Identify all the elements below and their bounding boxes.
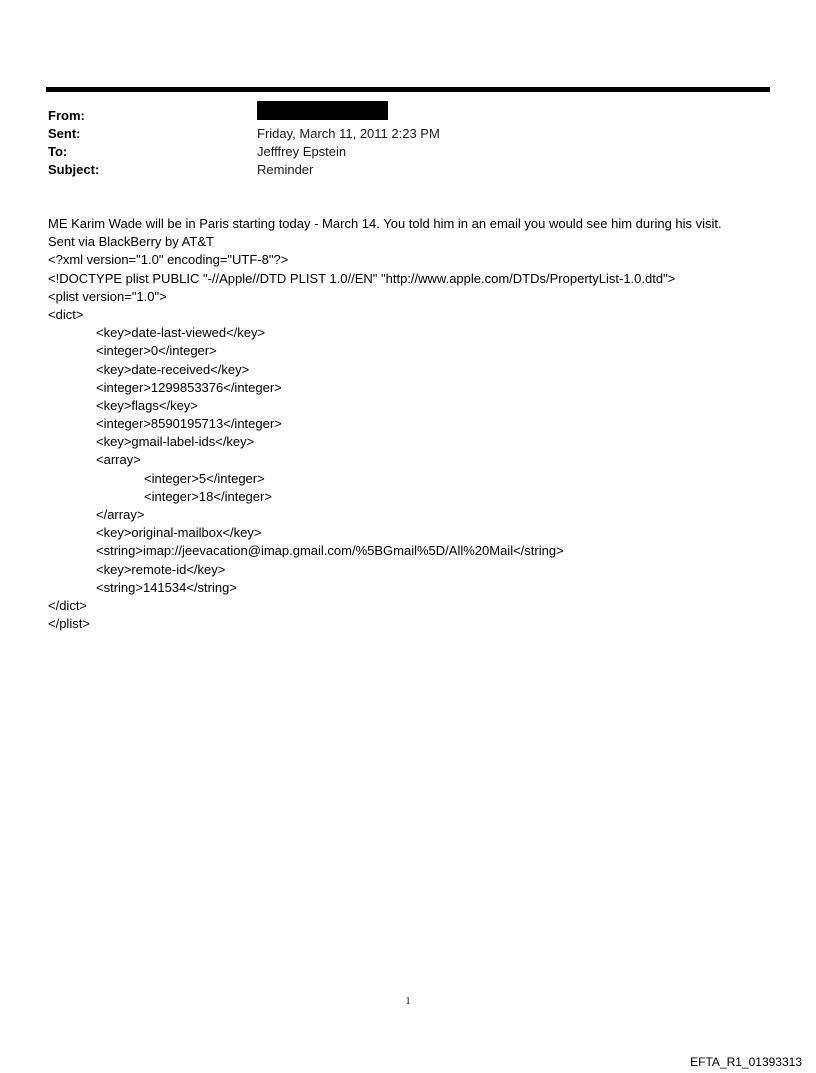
sent-row [48,125,440,143]
page-number: 1 [405,996,411,1007]
email-header [48,107,440,179]
plist-line: <integer>5</integer> [144,470,265,486]
xml-declaration-line: <?xml version="1.0" encoding="UTF-8"?> [48,252,289,268]
subject-label: Subject: [48,162,100,177]
signature-line: Sent via BlackBerry by AT&T [48,234,214,250]
to-label: To: [48,144,68,159]
plist-line: <key>date-received</key> [96,361,250,377]
plist-line: <key>remote-id</key> [96,561,226,577]
sent-value: Friday, March 11, 2011 2:23 PM [257,126,440,141]
to-row [48,143,440,161]
subject-row [48,161,440,179]
plist-line: <integer>18</integer> [144,488,272,504]
plist-line: <string>imap://jeevacation@imap.gmail.com/%5BGmail%5D/All%20Mail</string> [96,543,564,559]
plist-line: <integer>8590195713</integer> [96,416,282,432]
sent-label: Sent: [48,126,81,141]
plist-close-line: </plist> [48,616,90,632]
plist-line: <key>date-last-viewed</key> [96,325,266,341]
plist-line: <integer>1299853376</integer> [96,379,282,395]
document-id: EFTA_R1_01393313 [690,1055,802,1069]
to-value: Jefffrey Epstein [257,144,347,159]
from-row [48,107,440,125]
plist-line: </array> [96,507,145,522]
plist-line: <key>gmail-label-ids</key> [96,434,255,450]
from-label: From: [48,108,85,123]
plist-open-line: <plist version="1.0"> [48,288,167,304]
dict-close-line: </dict> [48,597,88,613]
plist-line: <string>141534</string> [96,579,237,595]
plist-line: <key>flags</key> [96,397,198,413]
plist-line: <array> [96,452,141,468]
plist-line: <key>original-mailbox</key> [96,525,262,541]
redaction-block [257,101,388,120]
plist-line: <integer>0</integer> [96,343,217,359]
doctype-line: <!DOCTYPE plist PUBLIC "-//Apple//DTD PLIST 1.0//EN" "http://www.apple.com/DTDs/PropertyList-1.0.dtd"> [48,270,676,286]
dict-open-line: <dict> [48,306,84,322]
header-rule [46,87,770,92]
message-line: ME Karim Wade will be in Paris starting today - March 14. You told him in an email you would see him during his visit. [48,216,722,231]
email-body [48,215,788,633]
subject-value: Reminder [257,162,314,177]
